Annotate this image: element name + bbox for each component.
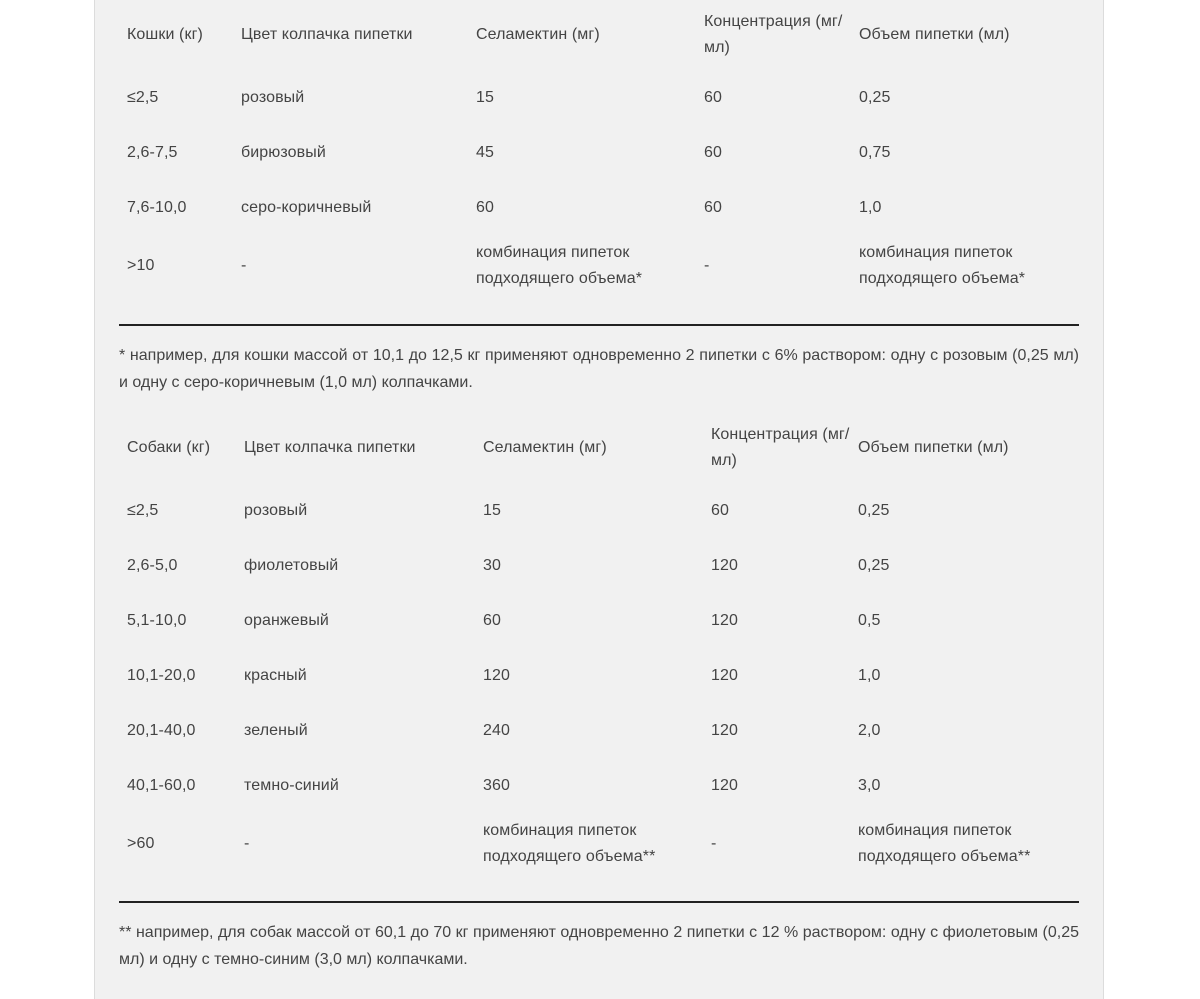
cell-volume: 0,25	[859, 88, 891, 106]
cell-color: красный	[244, 666, 307, 684]
cell-color: оранжевый	[244, 611, 329, 629]
table-row	[121, 648, 1079, 703]
cell-selamectin: 240	[483, 721, 510, 739]
cell-color: розовый	[241, 88, 305, 106]
cell-color: фиолетовый	[244, 556, 339, 574]
cell-concentration: 120	[711, 611, 738, 629]
cell-color: бирюзовый	[241, 143, 326, 161]
dogs-footnote: ** например, для собак массой от 60,1 до 70 кг применяют одновременно 2 пипетки с 12 % раствором: одну с фиолетовым (0,25 мл) и одну с темно-синим (3,0 мл) колпачками.	[119, 924, 1079, 968]
cell-concentration: 60	[704, 143, 722, 161]
cell-concentration: 60	[711, 501, 729, 519]
table-row	[121, 703, 1079, 758]
cell-concentration: 120	[711, 721, 738, 739]
dogs-dosage-table	[121, 413, 1079, 875]
cell-volume: 0,75	[859, 143, 891, 161]
column-header-selamectin: Селамектин (мг)	[483, 439, 607, 456]
table-row	[121, 180, 1079, 235]
column-header-concentration: Концентрация (мг/мл)	[704, 13, 843, 56]
cell-selamectin: 30	[483, 556, 501, 574]
cell-weight: 2,6-5,0	[127, 556, 178, 574]
cell-selamectin: 60	[476, 198, 494, 216]
cell-concentration: -	[711, 835, 717, 852]
cell-selamectin: комбинация пипеток подходящего объема**	[483, 822, 656, 865]
table-row	[121, 125, 1079, 180]
cell-concentration: 60	[704, 198, 722, 216]
table-row	[121, 593, 1079, 648]
cell-concentration: 120	[711, 556, 738, 574]
table-row	[121, 538, 1079, 593]
content-panel	[94, 0, 1104, 999]
cats-header-row	[121, 0, 1079, 70]
column-header-volume: Объем пипетки (мл)	[859, 26, 1010, 43]
cell-weight: ≤2,5	[127, 88, 159, 106]
cell-weight: 20,1-40,0	[127, 721, 196, 739]
column-header-selamectin: Селамектин (мг)	[476, 26, 600, 43]
column-header-color: Цвет колпачка пипетки	[241, 26, 413, 43]
cell-selamectin: 60	[483, 611, 501, 629]
cell-weight: >60	[127, 835, 155, 852]
cell-volume: комбинация пипеток подходящего объема*	[859, 244, 1026, 287]
table-row	[121, 483, 1079, 538]
cell-weight: 40,1-60,0	[127, 776, 196, 794]
cell-color: серо-коричневый	[241, 198, 372, 216]
cell-color: -	[241, 257, 247, 274]
cell-selamectin: комбинация пипеток подходящего объема*	[476, 244, 643, 287]
cell-concentration: 120	[711, 666, 738, 684]
cell-weight: ≤2,5	[127, 501, 159, 519]
cell-concentration: -	[704, 257, 710, 274]
column-header-weight: Кошки (кг)	[127, 26, 203, 43]
table-row	[121, 758, 1079, 813]
column-header-volume: Объем пипетки (мл)	[858, 439, 1009, 456]
cell-volume: комбинация пипеток подходящего объема**	[858, 822, 1031, 865]
cell-weight: >10	[127, 257, 155, 274]
cell-volume: 0,25	[858, 501, 890, 519]
column-header-concentration: Концентрация (мг/мл)	[711, 426, 850, 469]
cats-table-divider	[119, 324, 1079, 326]
cell-concentration: 120	[711, 776, 738, 794]
cell-weight: 2,6-7,5	[127, 143, 178, 161]
cell-selamectin: 120	[483, 666, 510, 684]
cell-color: темно-синий	[244, 776, 339, 794]
table-row	[121, 70, 1079, 125]
cell-volume: 0,5	[858, 611, 881, 629]
cell-concentration: 60	[704, 88, 722, 106]
cell-selamectin: 45	[476, 143, 494, 161]
cats-dosage-table	[121, 0, 1079, 297]
dogs-header-row	[121, 413, 1079, 483]
cell-volume: 0,25	[858, 556, 890, 574]
table-row	[121, 235, 1079, 297]
cell-selamectin: 15	[476, 88, 494, 106]
dogs-table-divider	[119, 901, 1079, 903]
cell-selamectin: 15	[483, 501, 501, 519]
cell-volume: 3,0	[858, 776, 881, 794]
cell-color: -	[244, 835, 250, 852]
cell-color: розовый	[244, 501, 308, 519]
cats-footnote: * например, для кошки массой от 10,1 до 12,5 кг применяют одновременно 2 пипетки с 6% раствором: одну с розовым (0,25 мл) и одну с серо-коричневым (1,0 мл) колпачками.	[119, 347, 1079, 391]
cell-volume: 2,0	[858, 721, 881, 739]
table-row	[121, 813, 1079, 875]
cell-selamectin: 360	[483, 776, 510, 794]
cell-weight: 10,1-20,0	[127, 666, 196, 684]
cell-volume: 1,0	[858, 666, 881, 684]
column-header-weight: Собаки (кг)	[127, 439, 211, 456]
cell-volume: 1,0	[859, 198, 882, 216]
cell-weight: 7,6-10,0	[127, 198, 187, 216]
cell-color: зеленый	[244, 721, 308, 739]
column-header-color: Цвет колпачка пипетки	[244, 439, 416, 456]
cell-weight: 5,1-10,0	[127, 611, 187, 629]
